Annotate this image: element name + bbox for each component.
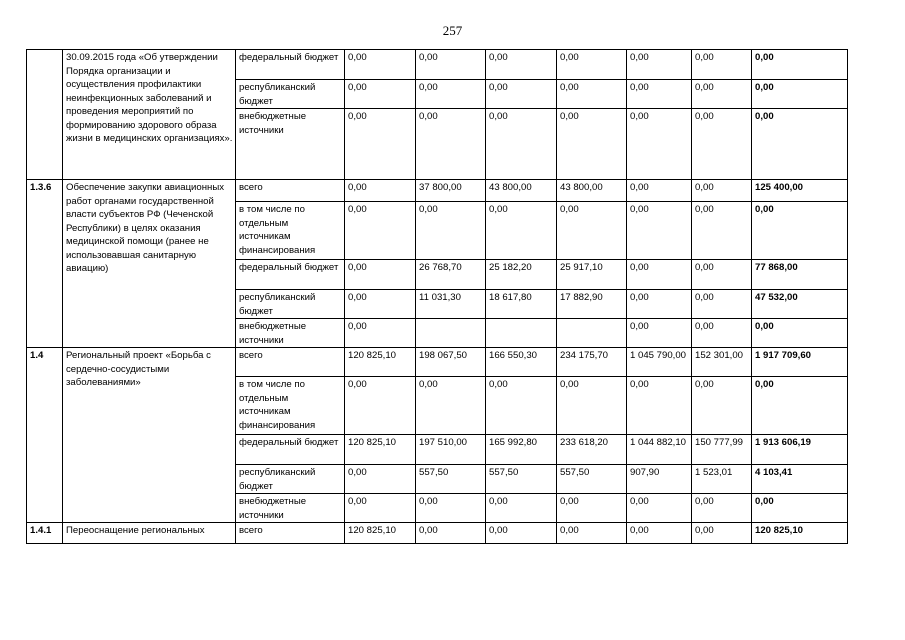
- funding-source: республиканский бюджет: [236, 465, 345, 494]
- value-cell: 0,00: [486, 50, 557, 80]
- value-cell: 120 825,10: [345, 523, 416, 544]
- page-number: 257: [442, 23, 463, 38]
- row-name: Переоснащение региональных: [63, 523, 236, 544]
- funding-source: внебюджетные источники: [236, 109, 345, 180]
- value-cell: 37 800,00: [416, 180, 486, 202]
- total-cell: 0,00: [752, 109, 848, 180]
- row-code: 1.3.6: [27, 180, 63, 348]
- funding-source: республиканский бюджет: [236, 80, 345, 109]
- value-cell: 0,00: [345, 180, 416, 202]
- value-cell: 0,00: [557, 377, 627, 435]
- row-name: Региональный проект «Борьба с сердечно-сосудистыми заболеваниями»: [63, 348, 236, 523]
- value-cell: 0,00: [345, 260, 416, 290]
- value-cell: 26 768,70: [416, 260, 486, 290]
- value-cell: [416, 319, 486, 348]
- row-code: 1.4.1: [27, 523, 63, 544]
- value-cell: 0,00: [627, 523, 692, 544]
- value-cell: 0,00: [627, 109, 692, 180]
- value-cell: 0,00: [416, 494, 486, 523]
- value-cell: 0,00: [627, 180, 692, 202]
- value-cell: 0,00: [692, 50, 752, 80]
- value-cell: 120 825,10: [345, 348, 416, 377]
- value-cell: 1 044 882,10: [627, 435, 692, 465]
- value-cell: 0,00: [557, 523, 627, 544]
- value-cell: 1 523,01: [692, 465, 752, 494]
- value-cell: 0,00: [345, 50, 416, 80]
- total-cell: 4 103,41: [752, 465, 848, 494]
- value-cell: 17 882,90: [557, 290, 627, 319]
- row-name: 30.09.2015 года «Об утверждении Порядка организации и осуществления профилактики неинфекционных заболеваний и проведения мероприятий по формированию здорового образа жизни в медицинских организациях».: [63, 50, 236, 180]
- value-cell: 0,00: [627, 494, 692, 523]
- value-cell: 198 067,50: [416, 348, 486, 377]
- value-cell: 0,00: [692, 109, 752, 180]
- value-cell: 0,00: [692, 494, 752, 523]
- value-cell: 234 175,70: [557, 348, 627, 377]
- value-cell: 150 777,99: [692, 435, 752, 465]
- value-cell: 0,00: [627, 80, 692, 109]
- value-cell: 1 045 790,00: [627, 348, 692, 377]
- total-cell: 1 917 709,60: [752, 348, 848, 377]
- total-cell: 0,00: [752, 377, 848, 435]
- value-cell: 0,00: [345, 290, 416, 319]
- total-cell: 0,00: [752, 80, 848, 109]
- value-cell: 197 510,00: [416, 435, 486, 465]
- funding-source: внебюджетные источники: [236, 319, 345, 348]
- funding-source: всего: [236, 348, 345, 377]
- total-cell: 125 400,00: [752, 180, 848, 202]
- value-cell: 166 550,30: [486, 348, 557, 377]
- row-code: [27, 50, 63, 180]
- funding-source: республиканский бюджет: [236, 290, 345, 319]
- value-cell: 233 618,20: [557, 435, 627, 465]
- value-cell: 0,00: [345, 109, 416, 180]
- value-cell: 0,00: [416, 202, 486, 260]
- value-cell: 0,00: [627, 377, 692, 435]
- value-cell: 0,00: [692, 377, 752, 435]
- value-cell: [557, 319, 627, 348]
- value-cell: 0,00: [557, 202, 627, 260]
- value-cell: 0,00: [345, 80, 416, 109]
- budget-table: [26, 49, 848, 544]
- total-cell: 0,00: [752, 202, 848, 260]
- value-cell: 0,00: [627, 50, 692, 80]
- value-cell: 0,00: [692, 260, 752, 290]
- funding-source: в том числе по отдельным источникам финансирования: [236, 202, 345, 260]
- value-cell: 0,00: [692, 319, 752, 348]
- row-code: 1.4: [27, 348, 63, 523]
- funding-source: федеральный бюджет: [236, 435, 345, 465]
- value-cell: 0,00: [345, 202, 416, 260]
- value-cell: 0,00: [486, 377, 557, 435]
- value-cell: 0,00: [416, 80, 486, 109]
- value-cell: 0,00: [486, 523, 557, 544]
- total-cell: 0,00: [752, 50, 848, 80]
- funding-source: всего: [236, 180, 345, 202]
- table-row: [27, 50, 848, 80]
- value-cell: 18 617,80: [486, 290, 557, 319]
- funding-source: внебюджетные источники: [236, 494, 345, 523]
- funding-source: федеральный бюджет: [236, 50, 345, 80]
- value-cell: 165 992,80: [486, 435, 557, 465]
- funding-source: всего: [236, 523, 345, 544]
- total-cell: 0,00: [752, 494, 848, 523]
- value-cell: 0,00: [627, 290, 692, 319]
- row-name: Обеспечение закупки авиационных работ органами государственной власти субъектов РФ (Чеченской Республики) в целях оказания медицинской помощи (ранее не использовавшая санитарную авиацию): [63, 180, 236, 348]
- value-cell: 11 031,30: [416, 290, 486, 319]
- value-cell: 0,00: [692, 523, 752, 544]
- total-cell: 77 868,00: [752, 260, 848, 290]
- value-cell: 0,00: [416, 523, 486, 544]
- value-cell: 0,00: [692, 290, 752, 319]
- table-row: [27, 180, 848, 202]
- value-cell: 0,00: [486, 494, 557, 523]
- value-cell: 0,00: [345, 377, 416, 435]
- value-cell: 0,00: [416, 377, 486, 435]
- value-cell: 557,50: [557, 465, 627, 494]
- total-cell: 0,00: [752, 319, 848, 348]
- value-cell: 557,50: [416, 465, 486, 494]
- value-cell: 43 800,00: [486, 180, 557, 202]
- value-cell: 0,00: [416, 50, 486, 80]
- value-cell: 0,00: [486, 80, 557, 109]
- funding-source: федеральный бюджет: [236, 260, 345, 290]
- value-cell: 0,00: [345, 465, 416, 494]
- value-cell: 907,90: [627, 465, 692, 494]
- value-cell: 25 917,10: [557, 260, 627, 290]
- total-cell: 120 825,10: [752, 523, 848, 544]
- value-cell: 557,50: [486, 465, 557, 494]
- value-cell: 0,00: [557, 494, 627, 523]
- value-cell: 0,00: [627, 260, 692, 290]
- value-cell: 0,00: [692, 202, 752, 260]
- total-cell: 47 532,00: [752, 290, 848, 319]
- value-cell: 0,00: [557, 50, 627, 80]
- total-cell: 1 913 606,19: [752, 435, 848, 465]
- value-cell: 0,00: [486, 202, 557, 260]
- value-cell: 25 182,20: [486, 260, 557, 290]
- value-cell: 0,00: [557, 80, 627, 109]
- value-cell: 0,00: [416, 109, 486, 180]
- value-cell: 0,00: [345, 319, 416, 348]
- value-cell: 0,00: [627, 202, 692, 260]
- funding-source: в том числе по отдельным источникам финансирования: [236, 377, 345, 435]
- value-cell: 152 301,00: [692, 348, 752, 377]
- table-row: [27, 523, 848, 544]
- value-cell: 0,00: [692, 180, 752, 202]
- value-cell: 0,00: [486, 109, 557, 180]
- table-row: [27, 348, 848, 377]
- value-cell: [486, 319, 557, 348]
- value-cell: 120 825,10: [345, 435, 416, 465]
- value-cell: 0,00: [627, 319, 692, 348]
- value-cell: 0,00: [557, 109, 627, 180]
- value-cell: 0,00: [345, 494, 416, 523]
- value-cell: 0,00: [692, 80, 752, 109]
- value-cell: 43 800,00: [557, 180, 627, 202]
